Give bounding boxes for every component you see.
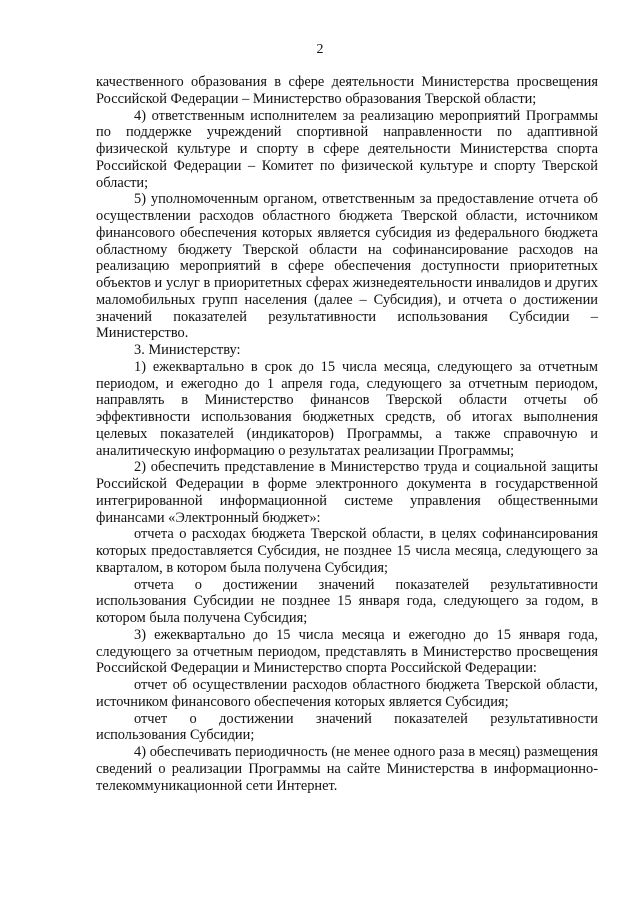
paragraph-section-3-heading: 3. Министерству: — [134, 342, 241, 358]
paragraph-item-4-publication: 4) обеспечивать периодичность (не менее одного раза в месяц) размещения сведений о реализации Программы на сайте Министерства в информационно-телекоммуникационной сети Интернет. — [96, 744, 598, 794]
paragraph-item-2-electronic-budget: 2) обеспечить представление в Министерство труда и социальной защиты Российской Федерации в форме электронного документа в государственной интегрированной информационной системе управления общественными финансами «Электронный бюджет»: — [96, 459, 598, 526]
paragraph-expense-report: отчета о расходах бюджета Тверской области, в целях софинансирования которых предоставляется Субсидия, не позднее 15 числа месяца, следующего за кварталом, в котором была получена Субсидия; — [96, 526, 598, 576]
paragraph-expense-report-2: отчет об осуществлении расходов областного бюджета Тверской области, источником финансового обеспечения которых является Субсидия; — [96, 677, 598, 710]
paragraph-item-1-quarterly-reports: 1) ежеквартально в срок до 15 числа месяца, следующего за отчетным периодом, и ежегодно до 1 апреля года, следующего за отчетным периодом, направлять в Министерство финансов Тверской области отчеты об эффективности использования бюджетных средств, об итогах выполнения целевых показателей (индикаторов) Программы, а также справочную и аналитическую информацию о результатах реализации Программы; — [96, 358, 598, 459]
page-number: 2 — [316, 42, 324, 57]
paragraph-item-4-executor: 4) ответственным исполнителем за реализацию мероприятий Программы по поддержке учреждений спортивной направленности по адаптивной физической культуре и спорту в сфере деятельности Министерства спорта Российской Федерации – Комитет по физической культуре и спорту Тверской области; — [96, 107, 598, 191]
paragraph-item-3-ministry-reports: 3) ежеквартально до 15 числа месяца и ежегодно до 15 января года, следующего за отчетным периодом, представлять в Министерство просвещения Российской Федерации и Министерство спорта Российской Федерации: — [96, 626, 598, 677]
paragraph-item-5-authorized-body: 5) уполномоченным органом, ответственным за предоставление отчета об осуществлении расходов областного бюджета Тверской области, источником финансового обеспечения которых является субсидия из федерального бюджета областному бюджету Тверской области на софинансирование расходов на реализацию мероприятий в сфере обеспечения доступности приоритетных объектов и услуг в приоритетных сферах жизнедеятельности инвалидов и других маломобильных групп населения (далее – Субсидия), и отчета о достижении значений показателей результативности использования Субсидии – Министерство. — [96, 191, 598, 342]
paragraph-continuation: качественного образования в сфере деятельности Министерства просвещения Российской Федерации – Министерство образования Тверской области; — [96, 74, 598, 107]
paragraph-performance-report-2: отчет о достижении значений показателей результативности использования Субсидии; — [96, 710, 598, 744]
document-body — [96, 74, 598, 794]
paragraph-performance-report: отчета о достижении значений показателей результативности использования Субсидии не позднее 15 января года, следующего за годом, в котором была получена Субсидия; — [96, 576, 598, 626]
